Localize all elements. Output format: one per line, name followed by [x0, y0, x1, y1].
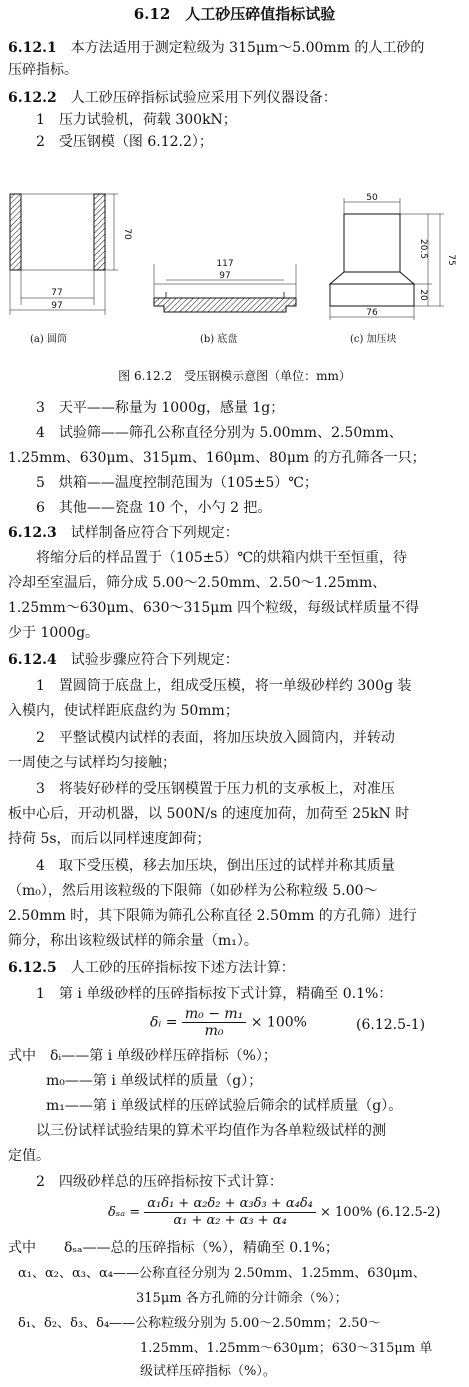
paragraph-line: 以三份试样试验结果的算术平均值作为各单粒级试样的测 — [36, 1123, 386, 1139]
clause-number: 6.12.5 — [8, 960, 57, 976]
equation-6-12-5-1 — [150, 1006, 307, 1039]
paragraph-line: 少于 1000g。 — [8, 625, 100, 641]
clause-6-12-5 — [8, 958, 295, 978]
eq-numerator: α₁δ₁ + α₂δ₂ + α₃δ₃ + α₄δ₄ — [144, 1196, 316, 1213]
clause-6-12-4 — [8, 650, 239, 670]
where-line: α₁、α₂、α₃、α₄——公称直径分别为 2.50mm、1.25mm、630μm、 — [18, 1266, 426, 1281]
clause-text: 试验步骤应符合下列规定： — [70, 652, 239, 668]
clause-number: 6.12.3 — [8, 525, 57, 541]
step-line: 入模内，使试样距底盘约为 50mm； — [8, 703, 239, 719]
step-line: 筛分，称出该粒级试样的筛余量（m₁）。 — [8, 933, 258, 949]
eq-numerator: m₀ − m₁ — [182, 1006, 246, 1023]
step-line: 3 将装好砂样的受压钢模置于压力机的支承板上，对准压 — [36, 781, 395, 797]
dim-cylinder-inner: 77 — [51, 288, 63, 298]
eq-denominator: m₀ — [204, 1023, 224, 1039]
list-item: 6 其他——瓷盘 10 个，小勺 2 把。 — [36, 500, 272, 516]
paragraph-line: 冷却至室温后，筛分成 5.00～2.50mm、2.50～1.25mm、 — [8, 575, 387, 591]
equation-tag: (6.12.5-2) — [376, 1205, 441, 1220]
caption-block: (c) 加压块 — [350, 334, 397, 345]
eq-denominator: α₁ + α₂ + α₃ + α₄ — [173, 1213, 287, 1228]
caption-tray: (b) 底盘 — [200, 334, 238, 345]
equation-tag: (6.12.5-1) — [356, 1017, 426, 1033]
paragraph-line: 1.25mm～630μm、630～315μm 四个粒级，每级试样质量不得 — [8, 600, 420, 616]
dim-block-total: 75 — [446, 254, 456, 266]
list-item: 2 受压钢模（图 6.12.2）； — [36, 134, 213, 150]
section-title: 6.12 人工砂压碎值指标试验 — [133, 5, 336, 23]
clause-text: 人工砂的压碎指标按下述方法计算： — [70, 960, 295, 976]
calc-line: 2 四级砂样总的压碎指标按下式计算： — [36, 1174, 283, 1190]
dim-cylinder-height: 70 — [122, 228, 132, 240]
step-line: 持荷 5s，而后以同样速度卸荷； — [8, 831, 211, 847]
eq-rhs: × 100% — [320, 1205, 373, 1220]
step-line: 一周使之与试样均匀接触； — [8, 755, 176, 771]
clause-text-cont: 压碎指标。 — [8, 62, 78, 78]
clause-number: 6.12.1 — [8, 40, 57, 56]
step-line: （m₀），然后用该粒级的下限筛（如砂样为公称粒级 5.00～ — [8, 883, 378, 899]
clause-6-12-2 — [8, 88, 337, 108]
paragraph-line: 定值。 — [8, 1148, 50, 1164]
eq-fraction — [144, 1196, 316, 1229]
step-line: 2 平整试模内试样的表面，将加压块放入圆筒内，并转动 — [36, 730, 395, 746]
list-item-cont: 1.25mm、630μm、315μm、160μm、80μm 的方孔筛各一只； — [8, 450, 426, 466]
clause-number: 6.12.4 — [8, 652, 57, 668]
step-line: 2.50mm 时，其下限筛为筛孔公称直径 2.50mm 的方孔筛）进行 — [8, 908, 417, 924]
list-item: 3 天平——称量为 1000g，感量 1g； — [36, 400, 285, 416]
step-line: 1 置圆筒于底盘上，组成受压模，将一单级砂样约 300g 装 — [36, 678, 412, 694]
clause-text: 人工砂压碎指标试验应采用下列仪器设备： — [70, 90, 337, 106]
eq-lhs: δᵢ = — [150, 1014, 178, 1031]
step-line: 4 取下受压模，移去加压块，倒出压过的试样并称其质量 — [36, 858, 395, 874]
list-item: 1 压力试验机，荷载 300kN； — [36, 112, 237, 128]
cylinder-drawing — [10, 194, 118, 315]
clause-6-12-1 — [8, 38, 424, 58]
dim-block-upper-height: 20.5 — [418, 238, 428, 260]
where-line: 1.25mm、1.25mm～630μm；630～315μm 单 — [140, 1341, 433, 1356]
caption-cylinder: (a) 圆筒 — [30, 334, 67, 345]
dim-tray-outer: 117 — [216, 259, 234, 269]
clause-text: 试样制备应符合下列规定： — [70, 525, 239, 541]
list-item: 5 烘箱——温度控制范围为（105±5）℃； — [36, 475, 318, 491]
clause-number: 6.12.2 — [8, 90, 57, 106]
dim-block-base-height: 20 — [418, 289, 428, 301]
where-line: 级试样压碎指标（%）。 — [140, 1364, 276, 1379]
where-line: m₁——第 i 单级试样的压碎试验后筛余的试样质量（g）。 — [46, 1098, 403, 1114]
equation-6-12-5-2 — [108, 1196, 441, 1229]
eq-fraction — [182, 1006, 246, 1039]
where-line: m₀——第 i 单级试样的质量（g）； — [46, 1073, 263, 1089]
calc-line: 1 第 i 单级砂样的压碎指标按下式计算，精确至 0.1%： — [36, 986, 393, 1002]
dim-cylinder-outer: 97 — [51, 301, 63, 311]
dim-block-top: 50 — [366, 193, 378, 203]
eq-lhs: δₛₐ = — [108, 1205, 141, 1220]
where-line: 315μm 各方孔筛的分计筛余（%）； — [136, 1291, 348, 1306]
clause-text: 本方法适用于测定粒级为 315μm～5.00mm 的人工砂的 — [70, 40, 425, 56]
dim-tray-inner: 97 — [219, 271, 231, 281]
clause-6-12-3 — [8, 523, 239, 543]
figure-caption: 图 6.12.2 受压钢模示意图（单位：mm） — [118, 369, 351, 383]
where-line: 式中 δᵢ——第 i 单级砂样压碎指标（%）； — [8, 1048, 277, 1064]
list-item: 4 试验筛——筛孔公称直径分别为 5.00mm、2.50mm、 — [36, 425, 403, 441]
step-line: 板中心后，开动机器，以 500N/s 的速度加荷，加荷至 25kN 时 — [8, 806, 410, 822]
paragraph-line: 将缩分后的样品置于（105±5）℃的烘箱内烘干至恒重，待 — [36, 550, 408, 566]
where-line: δ₁、δ₂、δ₃、δ₄——公称粒级分别为 5.00～2.50mm；2.50～ — [18, 1316, 381, 1331]
where-line: 式中 δₛₐ——总的压碎指标（%），精确至 0.1%； — [8, 1240, 339, 1256]
eq-rhs: × 100% — [250, 1014, 307, 1031]
dim-block-base: 76 — [366, 308, 378, 318]
